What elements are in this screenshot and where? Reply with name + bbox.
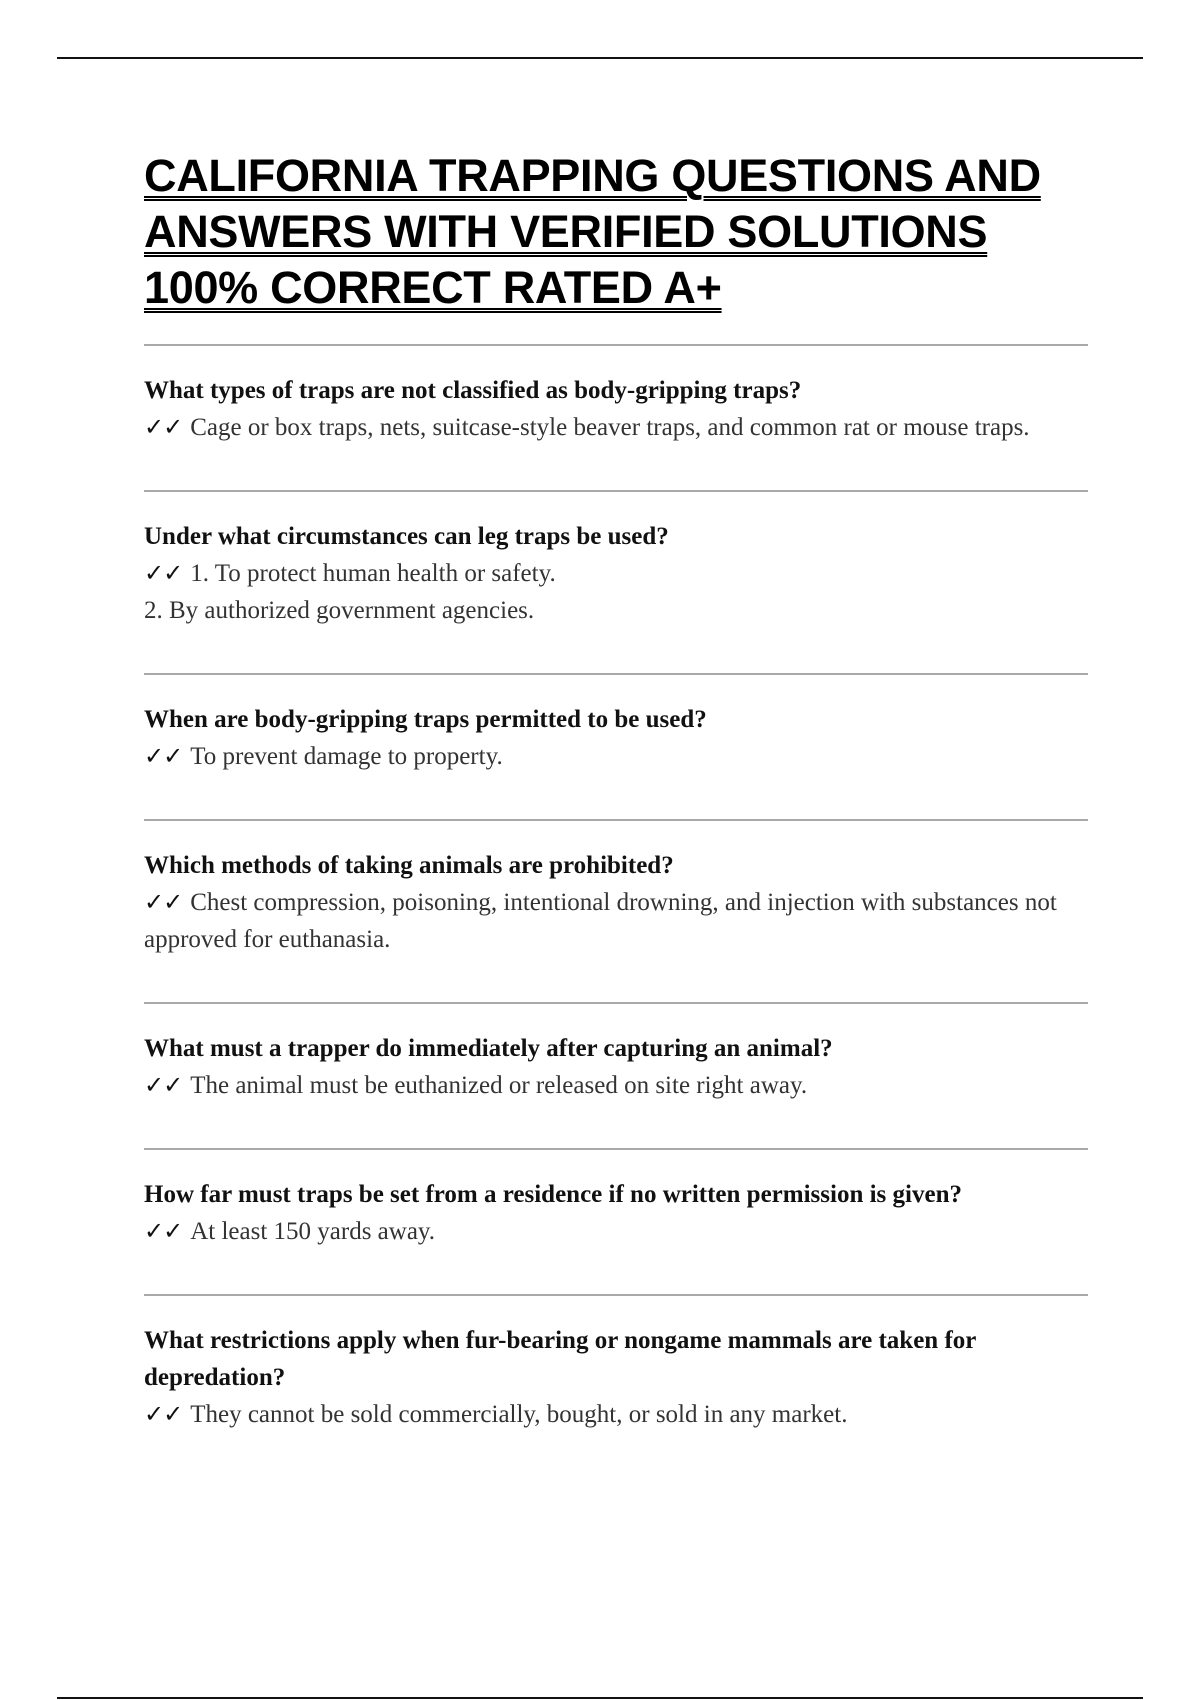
- qa-item: [144, 1296, 1088, 1477]
- question-text: What restrictions apply when fur-bearing or nongame mammals are taken for depredation?: [144, 1327, 976, 1391]
- check-mark-icon: ✓✓: [144, 888, 183, 916]
- answer-line: [144, 1396, 1088, 1433]
- page-top-rule: [57, 57, 1143, 59]
- answer-line: [144, 738, 1088, 775]
- answer-text: [144, 884, 1088, 958]
- answer-text: [144, 409, 1088, 446]
- answer-line: [144, 1067, 1088, 1104]
- question-text: Under what circumstances can leg traps be used?: [144, 523, 669, 550]
- check-mark-icon: ✓✓: [144, 559, 183, 587]
- answer-line-text: 2. By authorized government agencies.: [144, 597, 535, 624]
- answer-text: [144, 1396, 1088, 1433]
- check-mark-icon: ✓✓: [144, 1071, 183, 1099]
- qa-item: [144, 1150, 1088, 1294]
- answer-line-text: Cage or box traps, nets, suitcase-style beaver traps, and common rat or mouse traps.: [190, 414, 1030, 441]
- check-mark-icon: ✓✓: [144, 1400, 183, 1428]
- question-text: When are body-gripping traps permitted to be used?: [144, 706, 707, 733]
- answer-line-text: At least 150 yards away.: [190, 1218, 436, 1245]
- document-title: CALIFORNIA TRAPPING QUESTIONS AND ANSWERS WITH VERIFIED SOLUTIONS 100% CORRECT RATED A+: [144, 150, 1041, 313]
- answer-line: [144, 884, 1088, 958]
- answer-line-text: To prevent damage to property.: [190, 743, 503, 770]
- answer-line: [144, 555, 1088, 592]
- qa-list: [144, 346, 1088, 1477]
- answer-line-text: They cannot be sold commercially, bought, or sold in any market.: [190, 1401, 848, 1428]
- answer-line: [144, 409, 1088, 446]
- answer-line-text: The animal must be euthanized or released on site right away.: [190, 1072, 808, 1099]
- qa-item: [144, 346, 1088, 490]
- question-text: How far must traps be set from a residence if no written permission is given?: [144, 1181, 962, 1208]
- answer-line: [144, 592, 1088, 629]
- answer-text: [144, 738, 1088, 775]
- qa-item: [144, 1004, 1088, 1148]
- page-bottom-rule: [57, 1697, 1143, 1699]
- question-text: What types of traps are not classified as body-gripping traps?: [144, 377, 802, 404]
- check-mark-icon: ✓✓: [144, 742, 183, 770]
- question-text: Which methods of taking animals are prohibited?: [144, 852, 674, 879]
- qa-item: [144, 821, 1088, 1002]
- answer-line-text: 1. To protect human health or safety.: [190, 560, 556, 587]
- qa-item: [144, 675, 1088, 819]
- qa-item: [144, 492, 1088, 673]
- answer-line: [144, 1213, 1088, 1250]
- document-body: [144, 148, 1088, 1477]
- answer-text: [144, 1067, 1088, 1104]
- check-mark-icon: ✓✓: [144, 1217, 183, 1245]
- answer-text: [144, 555, 1088, 629]
- answer-line-text: Chest compression, poisoning, intentional drowning, and injection with substances not approved for euthanasia.: [144, 889, 1057, 953]
- answer-text: [144, 1213, 1088, 1250]
- question-text: What must a trapper do immediately after capturing an animal?: [144, 1035, 833, 1062]
- check-mark-icon: ✓✓: [144, 413, 183, 441]
